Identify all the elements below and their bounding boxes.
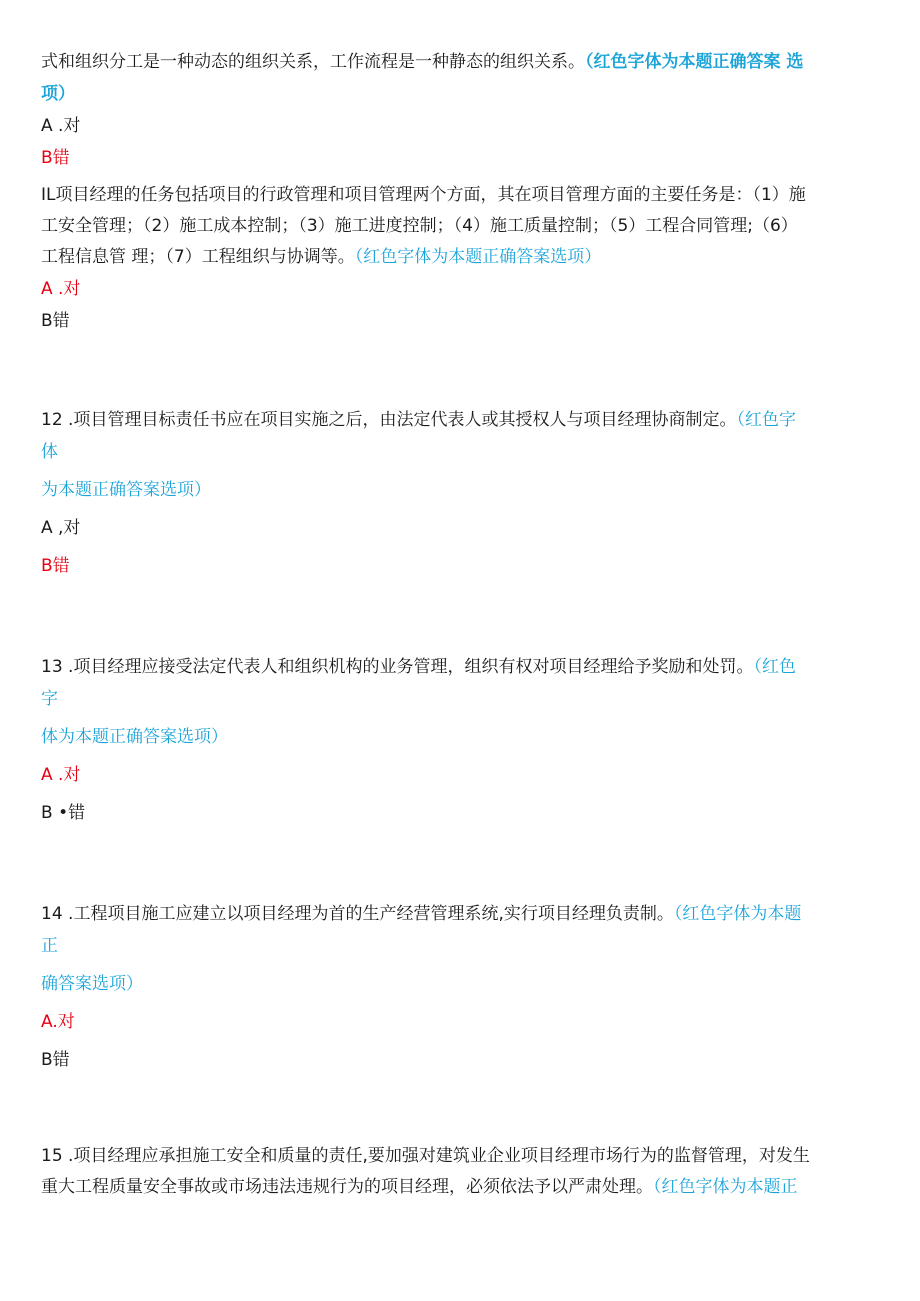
- q10-line-2: [41, 83, 75, 105]
- q12-option-b-correct: B错: [41, 556, 70, 576]
- q13-line-1: [41, 656, 796, 678]
- q11-line-1: IL项目经理的任务包括项目的行政管理和项目管理两个方面，其在项目管理方面的主要任务是：（1）施: [41, 185, 806, 205]
- q12-answer-hint-end: 为本题正确答案选项）: [41, 480, 211, 500]
- q13-answer-hint-cont: 字: [41, 689, 58, 709]
- q15-text: 重大工程质量安全事故或市场违法违规行为的项目经理，必须依法予以严肃处理。: [41, 1177, 653, 1197]
- q13-line-2: [41, 688, 58, 710]
- q11-option-a-correct: A .对: [41, 279, 81, 299]
- q11-option-b: B错: [41, 311, 70, 331]
- q14-answer-hint: （红色字体为本题: [673, 904, 802, 924]
- q14-option-b: B错: [41, 1050, 70, 1070]
- q10-text: 式和组织分工是一种动态的组织关系，工作流程是一种静态的组织关系。: [41, 52, 585, 72]
- q15-line-2: [41, 1176, 798, 1198]
- q10-option-a: A .对: [41, 116, 81, 136]
- q12-option-a: A ,对: [41, 518, 81, 538]
- q13-answer-hint: （红色: [753, 657, 796, 677]
- q13-option-a-correct: A .对: [41, 765, 81, 785]
- q14-line-1: [41, 903, 801, 925]
- q10-line-1: [41, 51, 803, 73]
- q11-line-2: 工安全管理；（2）施工成本控制；（3）施工进度控制；（4）施工质量控制；（5）工程合同管理;（6）: [41, 216, 798, 236]
- q10-answer-hint-cont: 项）: [41, 84, 75, 104]
- q11-text: 工程信息管 理；（7）工程组织与协调等。: [41, 247, 355, 267]
- q12-text: 12 .项目管理目标责任书应在项目实施之后，由法定代表人或其授权人与项目经理协商制定。: [41, 410, 737, 430]
- q13-line-3: [41, 726, 228, 748]
- q11-line-3: [41, 246, 601, 268]
- q14-answer-hint-end: 确答案选项）: [41, 974, 143, 994]
- q14-text: 14 .工程项目施工应建立以项目经理为首的生产经营管理系统,实行项目经理负责制。: [41, 904, 674, 924]
- q15-line-1: 15 .项目经理应承担施工安全和质量的责任,要加强对建筑业企业项目经理市场行为的监督管理，对发生: [41, 1146, 810, 1166]
- q14-line-2: [41, 935, 58, 957]
- q13-answer-hint-end: 体为本题正确答案选项）: [41, 727, 228, 747]
- q13-text: 13 .项目经理应接受法定代表人和组织机构的业务管理，组织有权对项目经理给予奖励和处罚。: [41, 657, 754, 677]
- q12-line-2: [41, 441, 58, 463]
- q12-line-1: [41, 409, 796, 431]
- q14-answer-hint-cont: 正: [41, 936, 58, 956]
- q13-option-b: B •错: [41, 803, 86, 823]
- q12-line-3: [41, 479, 211, 501]
- q15-answer-hint: （红色字体为本题正: [653, 1177, 798, 1197]
- q10-option-b-correct: B错: [41, 148, 70, 168]
- q14-option-a-correct: A.对: [41, 1012, 75, 1032]
- q11-answer-hint: （红色字体为本题正确答案选项）: [354, 247, 602, 267]
- q14-line-3: [41, 973, 143, 995]
- q10-answer-hint: （红色字体为本题正确答案 选: [585, 52, 804, 72]
- q12-answer-hint: （红色字: [736, 410, 796, 430]
- q12-answer-hint-cont: 体: [41, 442, 58, 462]
